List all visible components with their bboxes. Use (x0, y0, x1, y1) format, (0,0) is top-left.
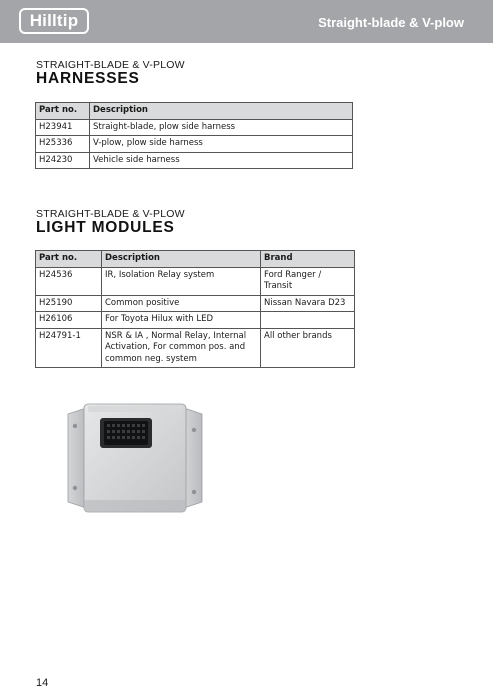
table-row (36, 267, 355, 295)
column-header: Brand (261, 251, 355, 268)
light-modules-subtitle: STRAIGHT-BLADE & V-PLOW (36, 208, 185, 220)
light-modules-title: LIGHT MODULES (36, 219, 175, 236)
brand-cell: Nissan Navara D23 (261, 295, 355, 312)
column-header: Part no. (36, 103, 90, 120)
description-cell: IR, Isolation Relay system (102, 267, 261, 295)
description-cell: Common positive (102, 295, 261, 312)
table-header-row (36, 251, 355, 268)
part-number-cell: H25190 (36, 295, 102, 312)
table-header-row (36, 103, 353, 120)
column-header: Part no. (36, 251, 102, 268)
column-header: Description (102, 251, 261, 268)
harnesses-title: HARNESSES (36, 70, 140, 87)
page-number: 14 (36, 677, 49, 689)
table-row (36, 136, 353, 153)
part-number-cell: H24230 (36, 152, 90, 169)
part-number-cell: H24791-1 (36, 328, 102, 368)
description-cell: NSR & IA , Normal Relay, Internal Activation, For common pos. and common neg. system (102, 328, 261, 368)
part-number-cell: H25336 (36, 136, 90, 153)
part-number-cell: H23941 (36, 119, 90, 136)
column-header: Description (90, 103, 353, 120)
hilltip-logo: Hilltip (19, 8, 89, 34)
description-cell: Straight-blade, plow side harness (90, 119, 353, 136)
brand-cell: All other brands (261, 328, 355, 368)
part-number-cell: H24536 (36, 267, 102, 295)
light-modules-table (35, 250, 355, 368)
header-title: Straight-blade & V-plow (318, 15, 464, 30)
harnesses-table (35, 102, 353, 169)
brand-cell: Ford Ranger / Transit (261, 267, 355, 295)
table-row (36, 312, 355, 329)
description-cell: V-plow, plow side harness (90, 136, 353, 153)
table-row (36, 295, 355, 312)
table-row (36, 328, 355, 368)
light-module-image (60, 400, 220, 520)
light-module-icon (60, 400, 220, 520)
brand-cell (261, 312, 355, 329)
description-cell: For Toyota Hilux with LED (102, 312, 261, 329)
table-row (36, 152, 353, 169)
page-header (0, 0, 493, 43)
harnesses-subtitle: STRAIGHT-BLADE & V-PLOW (36, 59, 185, 71)
description-cell: Vehicle side harness (90, 152, 353, 169)
part-number-cell: H26106 (36, 312, 102, 329)
table-row (36, 119, 353, 136)
